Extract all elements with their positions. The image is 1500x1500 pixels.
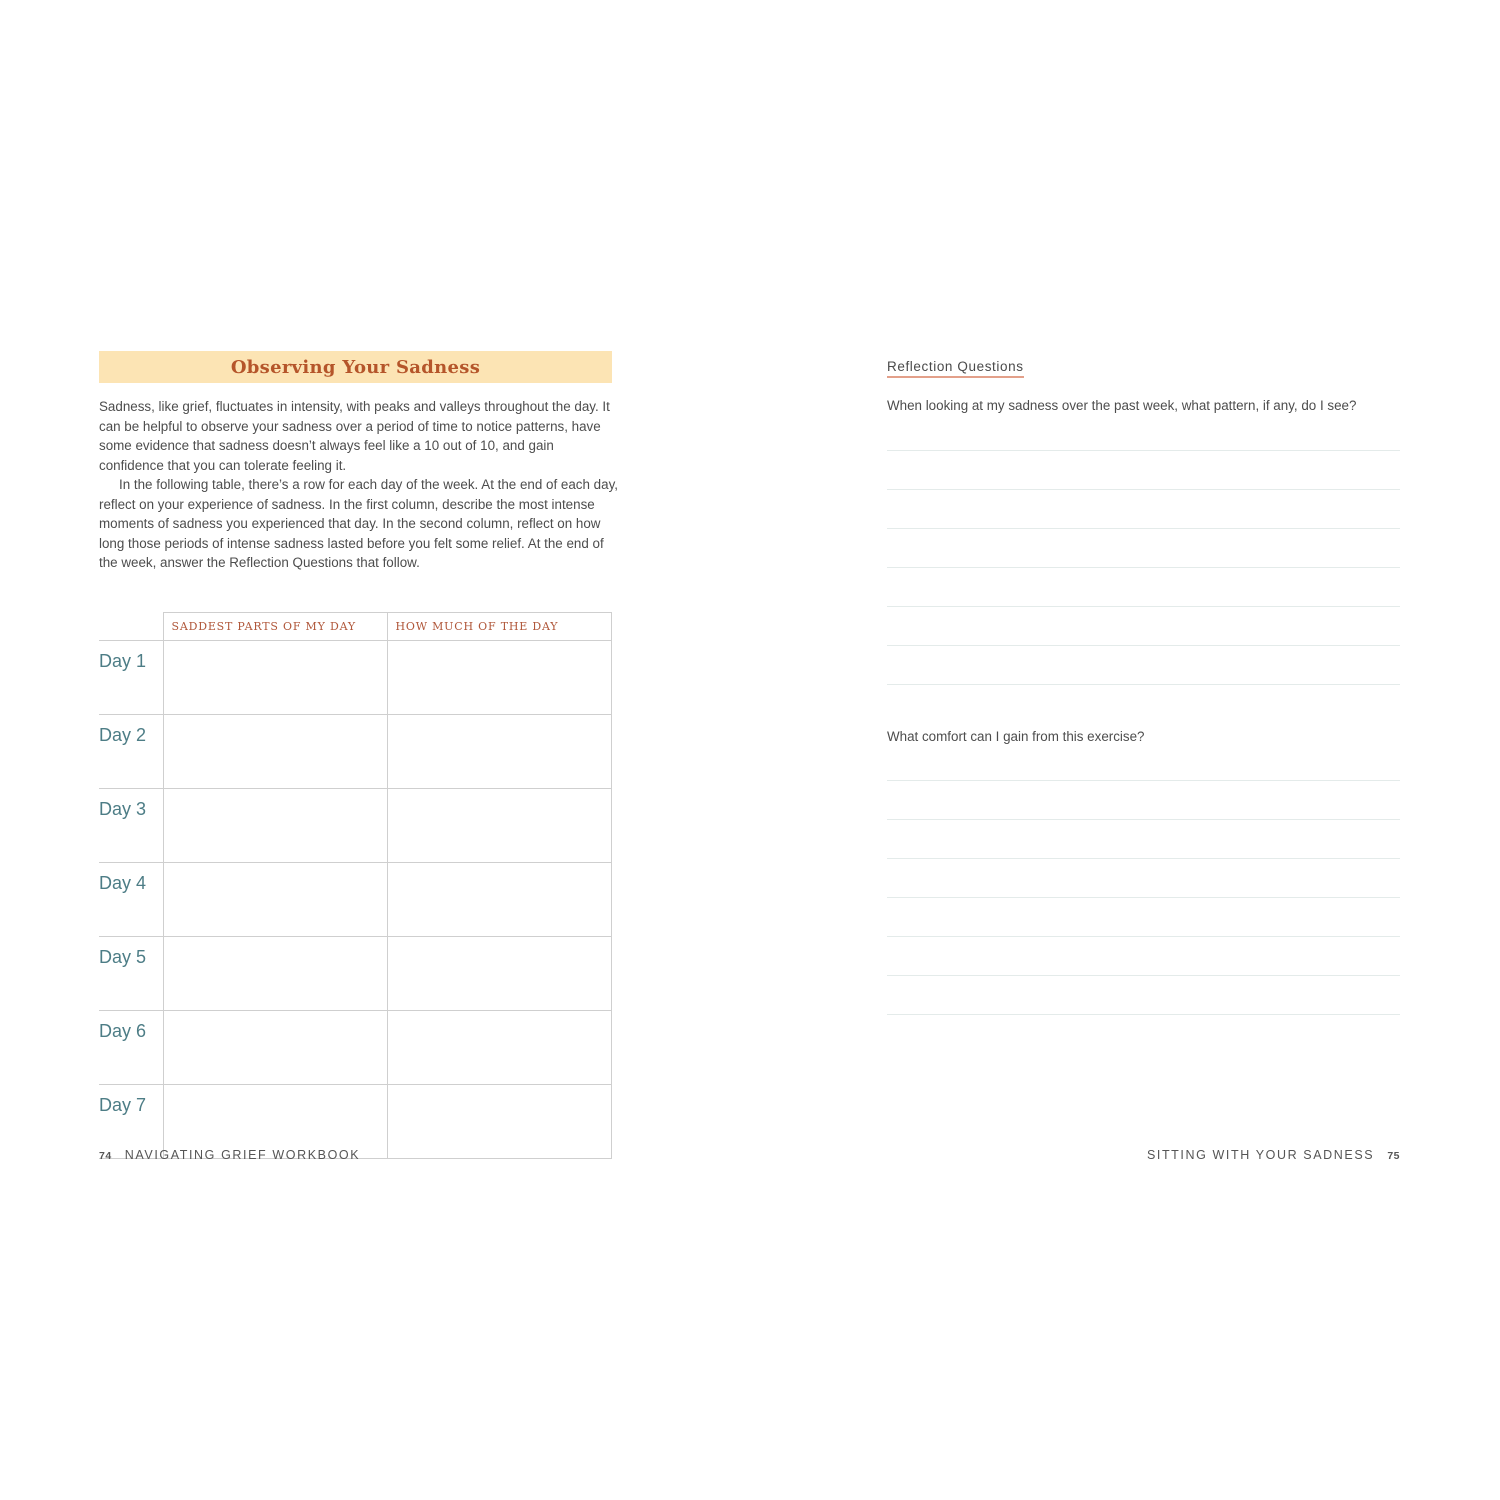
table-header-row: [99, 613, 611, 641]
how-much-cell[interactable]: [387, 715, 611, 789]
intro-text: [99, 397, 619, 573]
writing-line[interactable]: [887, 489, 1400, 490]
title-banner: [99, 351, 612, 383]
writing-line[interactable]: [887, 684, 1400, 685]
day-label: Day 2: [99, 715, 163, 789]
intro-paragraph-2: In the following table, there’s a row for each day of the week. At the end of each day, reflect on your experience of sadness. In the first column, describe the most intense moments of sadness you experienced that day. In the second column, reflect on how long those periods of intense sadness lasted before you felt some relief. At the end of the week, answer the Reflection Questions that follow.: [99, 477, 618, 570]
intro-paragraph-1: Sadness, like grief, fluctuates in intensity, with peaks and valleys throughout the day. It can be helpful to observe your sadness over a period of time to notice patterns, have some evidence that sadness doesn’t always feel like a 10 out of 10, and gain confidence that you can tolerate feeling it.: [99, 399, 610, 473]
how-much-cell[interactable]: [387, 789, 611, 863]
day-label: Day 5: [99, 937, 163, 1011]
reflection-question-1: When looking at my sadness over the past week, what pattern, if any, do I see?: [887, 398, 1357, 413]
reflection-heading: Reflection Questions: [887, 359, 1024, 378]
how-much-cell[interactable]: [387, 641, 611, 715]
running-head: NAVIGATING GRIEF WORKBOOK: [124, 1148, 361, 1162]
saddest-parts-cell[interactable]: [163, 863, 387, 937]
how-much-cell[interactable]: [387, 1011, 611, 1085]
running-head: SITTING WITH YOUR SADNESS: [1146, 1148, 1375, 1162]
writing-line[interactable]: [887, 975, 1400, 976]
writing-line[interactable]: [887, 1014, 1400, 1015]
table-row: [99, 789, 611, 863]
how-much-cell[interactable]: [387, 1085, 611, 1159]
table-row: [99, 863, 611, 937]
page-number: 75: [1387, 1150, 1400, 1162]
right-page-footer: [1147, 1148, 1400, 1162]
saddest-parts-cell[interactable]: [163, 789, 387, 863]
how-much-cell[interactable]: [387, 863, 611, 937]
right-page: [750, 0, 1500, 1500]
writing-line[interactable]: [887, 819, 1400, 820]
reflection-question-2: What comfort can I gain from this exercise?: [887, 729, 1145, 744]
writing-line[interactable]: [887, 936, 1400, 937]
saddest-parts-cell[interactable]: [163, 715, 387, 789]
day-label: Day 1: [99, 641, 163, 715]
day-label: Day 3: [99, 789, 163, 863]
page-number: 74: [99, 1150, 112, 1162]
saddest-parts-cell[interactable]: [163, 1011, 387, 1085]
page-title: Observing Your Sadness: [230, 356, 481, 378]
writing-line[interactable]: [887, 858, 1400, 859]
writing-line[interactable]: [887, 450, 1400, 451]
column-header-saddest-parts: SADDEST PARTS OF MY DAY: [163, 613, 387, 641]
table-row: [99, 937, 611, 1011]
table-row: [99, 1011, 611, 1085]
writing-line[interactable]: [887, 567, 1400, 568]
left-page-footer: [99, 1148, 360, 1162]
table-row: [99, 641, 611, 715]
saddest-parts-cell[interactable]: [163, 641, 387, 715]
writing-line[interactable]: [887, 780, 1400, 781]
saddest-parts-cell[interactable]: [163, 937, 387, 1011]
column-header-how-much: HOW MUCH OF THE DAY: [387, 613, 611, 641]
day-label: Day 4: [99, 863, 163, 937]
writing-line[interactable]: [887, 897, 1400, 898]
writing-line[interactable]: [887, 645, 1400, 646]
table-corner-cell: [99, 613, 163, 641]
sadness-tracking-table: [99, 612, 612, 1159]
day-label: Day 6: [99, 1011, 163, 1085]
how-much-cell[interactable]: [387, 937, 611, 1011]
writing-line[interactable]: [887, 606, 1400, 607]
table-row: [99, 715, 611, 789]
writing-line[interactable]: [887, 528, 1400, 529]
day-label: Day 7: [99, 1085, 163, 1159]
